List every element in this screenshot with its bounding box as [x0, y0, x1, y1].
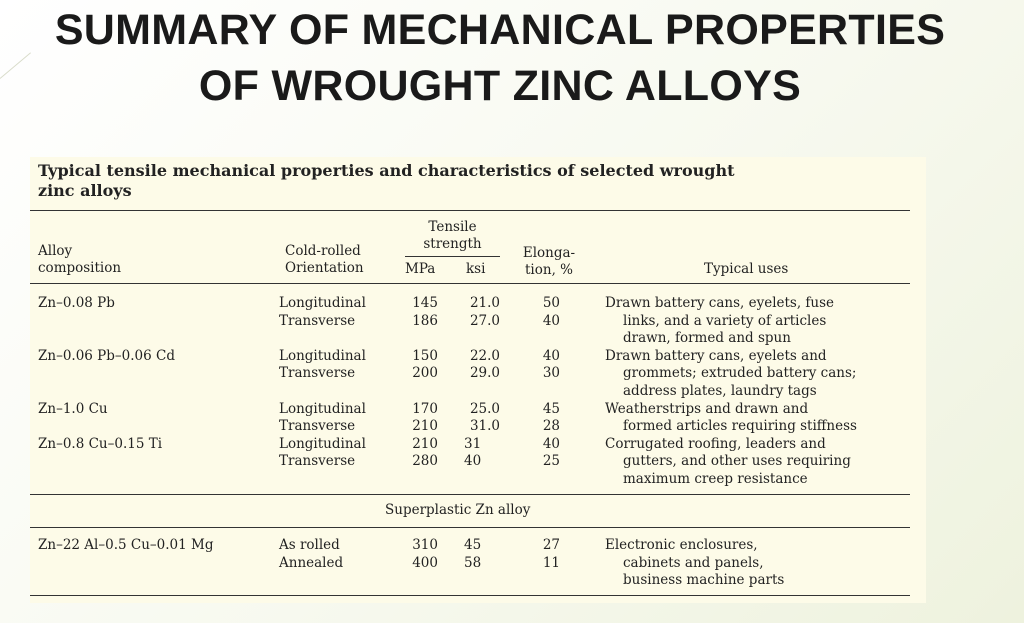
alloy-4-uses-2: gutters, and other uses requiring [623, 453, 851, 470]
tensile-rule [405, 256, 500, 257]
alloy-1-row-1-mpa: 145 [412, 295, 438, 311]
alloy-3-composition: Zn–1.0 Cu [38, 400, 108, 417]
alloy-1-row-2-mpa: 186 [412, 312, 438, 329]
header-tensile-line-2: strength [423, 236, 482, 252]
header-orientation [285, 243, 364, 277]
alloy-1-composition: Zn–0.08 Pb [38, 295, 115, 311]
alloy-4-uses-3: maximum creep resistance [623, 471, 808, 487]
alloy-1-row-2-ksi: 27.0 [469, 312, 500, 329]
alloy-4-row-1-mpa: 210 [412, 435, 438, 452]
header-orientation-line-1: Cold-rolled [285, 243, 361, 259]
alloy-1-row-1-ksi: 21.0 [469, 295, 500, 311]
header-tensile [405, 219, 500, 253]
alloy-1-row-1-orientation: Longitudinal [279, 295, 366, 311]
header-orientation-line-2: Orientation [285, 260, 364, 276]
alloy-3-uses-1: Weatherstrips and drawn and [605, 400, 809, 417]
alloy-4-uses-1: Corrugated roofing, leaders and [605, 435, 826, 452]
header-alloy-line-1: Alloy [38, 243, 73, 259]
header-ksi: ksi [466, 261, 486, 277]
alloy-3-row-1-mpa: 170 [412, 400, 438, 417]
alloy-1-uses-3: drawn, formed and spun [623, 330, 791, 347]
alloy-3-uses-2: formed articles requiring stiffness [623, 418, 857, 435]
top-rule [30, 210, 910, 211]
header-elongation [514, 245, 584, 279]
alloy-2-uses-2: grommets; extruded battery cans; [623, 365, 857, 382]
alloy-1-row-1-elongation: 50 [542, 295, 560, 311]
alloy-1-uses-1: Drawn battery cans, eyelets, fuse [605, 295, 835, 311]
superplastic-uses-1: Electronic enclosures, [605, 537, 758, 553]
header-elongation-line-2: tion, % [525, 262, 573, 278]
alloy-2-row-2-elongation: 30 [542, 365, 560, 382]
slide-title [0, 2, 1000, 114]
header-rule [30, 283, 910, 284]
alloy-3-row-1-orientation: Longitudinal [279, 400, 366, 417]
slide-title-line-2: OF WROUGHT ZINC ALLOYS [198, 62, 802, 110]
table-scan [30, 157, 926, 603]
header-tensile-line-1: Tensile [428, 219, 477, 235]
alloy-2-row-2-ksi: 29.0 [469, 365, 500, 382]
alloy-3-row-2-orientation: Transverse [279, 418, 356, 435]
header-elongation-line-1: Elonga- [522, 245, 576, 261]
alloy-4-row-2-elongation: 25 [542, 453, 560, 470]
alloy-2-row-1-ksi: 22.0 [469, 347, 500, 364]
superplastic-row-2-mpa: 400 [412, 554, 438, 571]
alloy-3-row-2-mpa: 210 [412, 418, 438, 435]
alloy-4-composition: Zn–0.8 Cu–0.15 Ti [38, 435, 163, 452]
section-rule-bottom [30, 527, 910, 528]
header-alloy-line-2: composition [38, 260, 122, 276]
header-mpa: MPa [405, 261, 436, 277]
section-rule-top [30, 494, 910, 495]
header-uses: Typical uses [704, 261, 789, 277]
table-caption-line-2: zinc alloys [38, 181, 132, 200]
alloy-2-row-2-orientation: Transverse [279, 365, 356, 382]
alloy-2-uses-1: Drawn battery cans, eyelets and [605, 347, 827, 364]
slide-title-line-1: SUMMARY OF MECHANICAL PROPERTIES [54, 6, 946, 54]
alloy-2-row-1-elongation: 40 [542, 347, 560, 364]
alloy-2-uses-3: address plates, laundry tags [623, 383, 817, 399]
alloy-4-row-2-orientation: Transverse [279, 453, 356, 470]
alloy-3-row-1-ksi: 25.0 [469, 400, 500, 417]
superplastic-row-2-ksi: 58 [464, 554, 482, 571]
superplastic-uses-3: business machine parts [623, 572, 785, 589]
superplastic-uses-2: cabinets and panels, [623, 554, 764, 571]
header-alloy [38, 243, 121, 277]
superplastic-composition: Zn–22 Al–0.5 Cu–0.01 Mg [38, 537, 214, 553]
alloy-1-uses-2: links, and a variety of articles [623, 312, 827, 329]
superplastic-row-1-elongation: 27 [542, 537, 560, 553]
alloy-3-row-2-elongation: 28 [542, 418, 560, 435]
section-label: Superplastic Zn alloy [385, 502, 531, 518]
alloy-3-row-1-elongation: 45 [542, 400, 560, 417]
alloy-4-row-1-ksi: 31 [464, 435, 482, 452]
superplastic-row-2-elongation: 11 [542, 554, 560, 571]
alloy-2-composition: Zn–0.06 Pb–0.06 Cd [38, 347, 175, 364]
alloy-2-row-1-orientation: Longitudinal [279, 347, 366, 364]
alloy-4-row-2-mpa: 280 [412, 453, 438, 470]
alloy-2-row-2-mpa: 200 [412, 365, 438, 382]
superplastic-row-1-mpa: 310 [412, 537, 438, 553]
alloy-3-row-2-ksi: 31.0 [469, 418, 500, 435]
alloy-4-row-1-orientation: Longitudinal [279, 435, 366, 452]
alloy-4-row-2-ksi: 40 [464, 453, 482, 470]
table-caption [38, 161, 898, 201]
bottom-rule [30, 595, 910, 596]
alloy-1-row-2-elongation: 40 [542, 312, 560, 329]
table-caption-line-1: Typical tensile mechanical properties and characteristics of selected wrought [38, 161, 735, 180]
superplastic-row-2-orientation: Annealed [279, 554, 344, 571]
superplastic-row-1-orientation: As rolled [279, 537, 340, 553]
alloy-1-row-2-orientation: Transverse [279, 312, 356, 329]
alloy-4-row-1-elongation: 40 [542, 435, 560, 452]
superplastic-row-1-ksi: 45 [464, 537, 482, 553]
alloy-2-row-1-mpa: 150 [412, 347, 438, 364]
